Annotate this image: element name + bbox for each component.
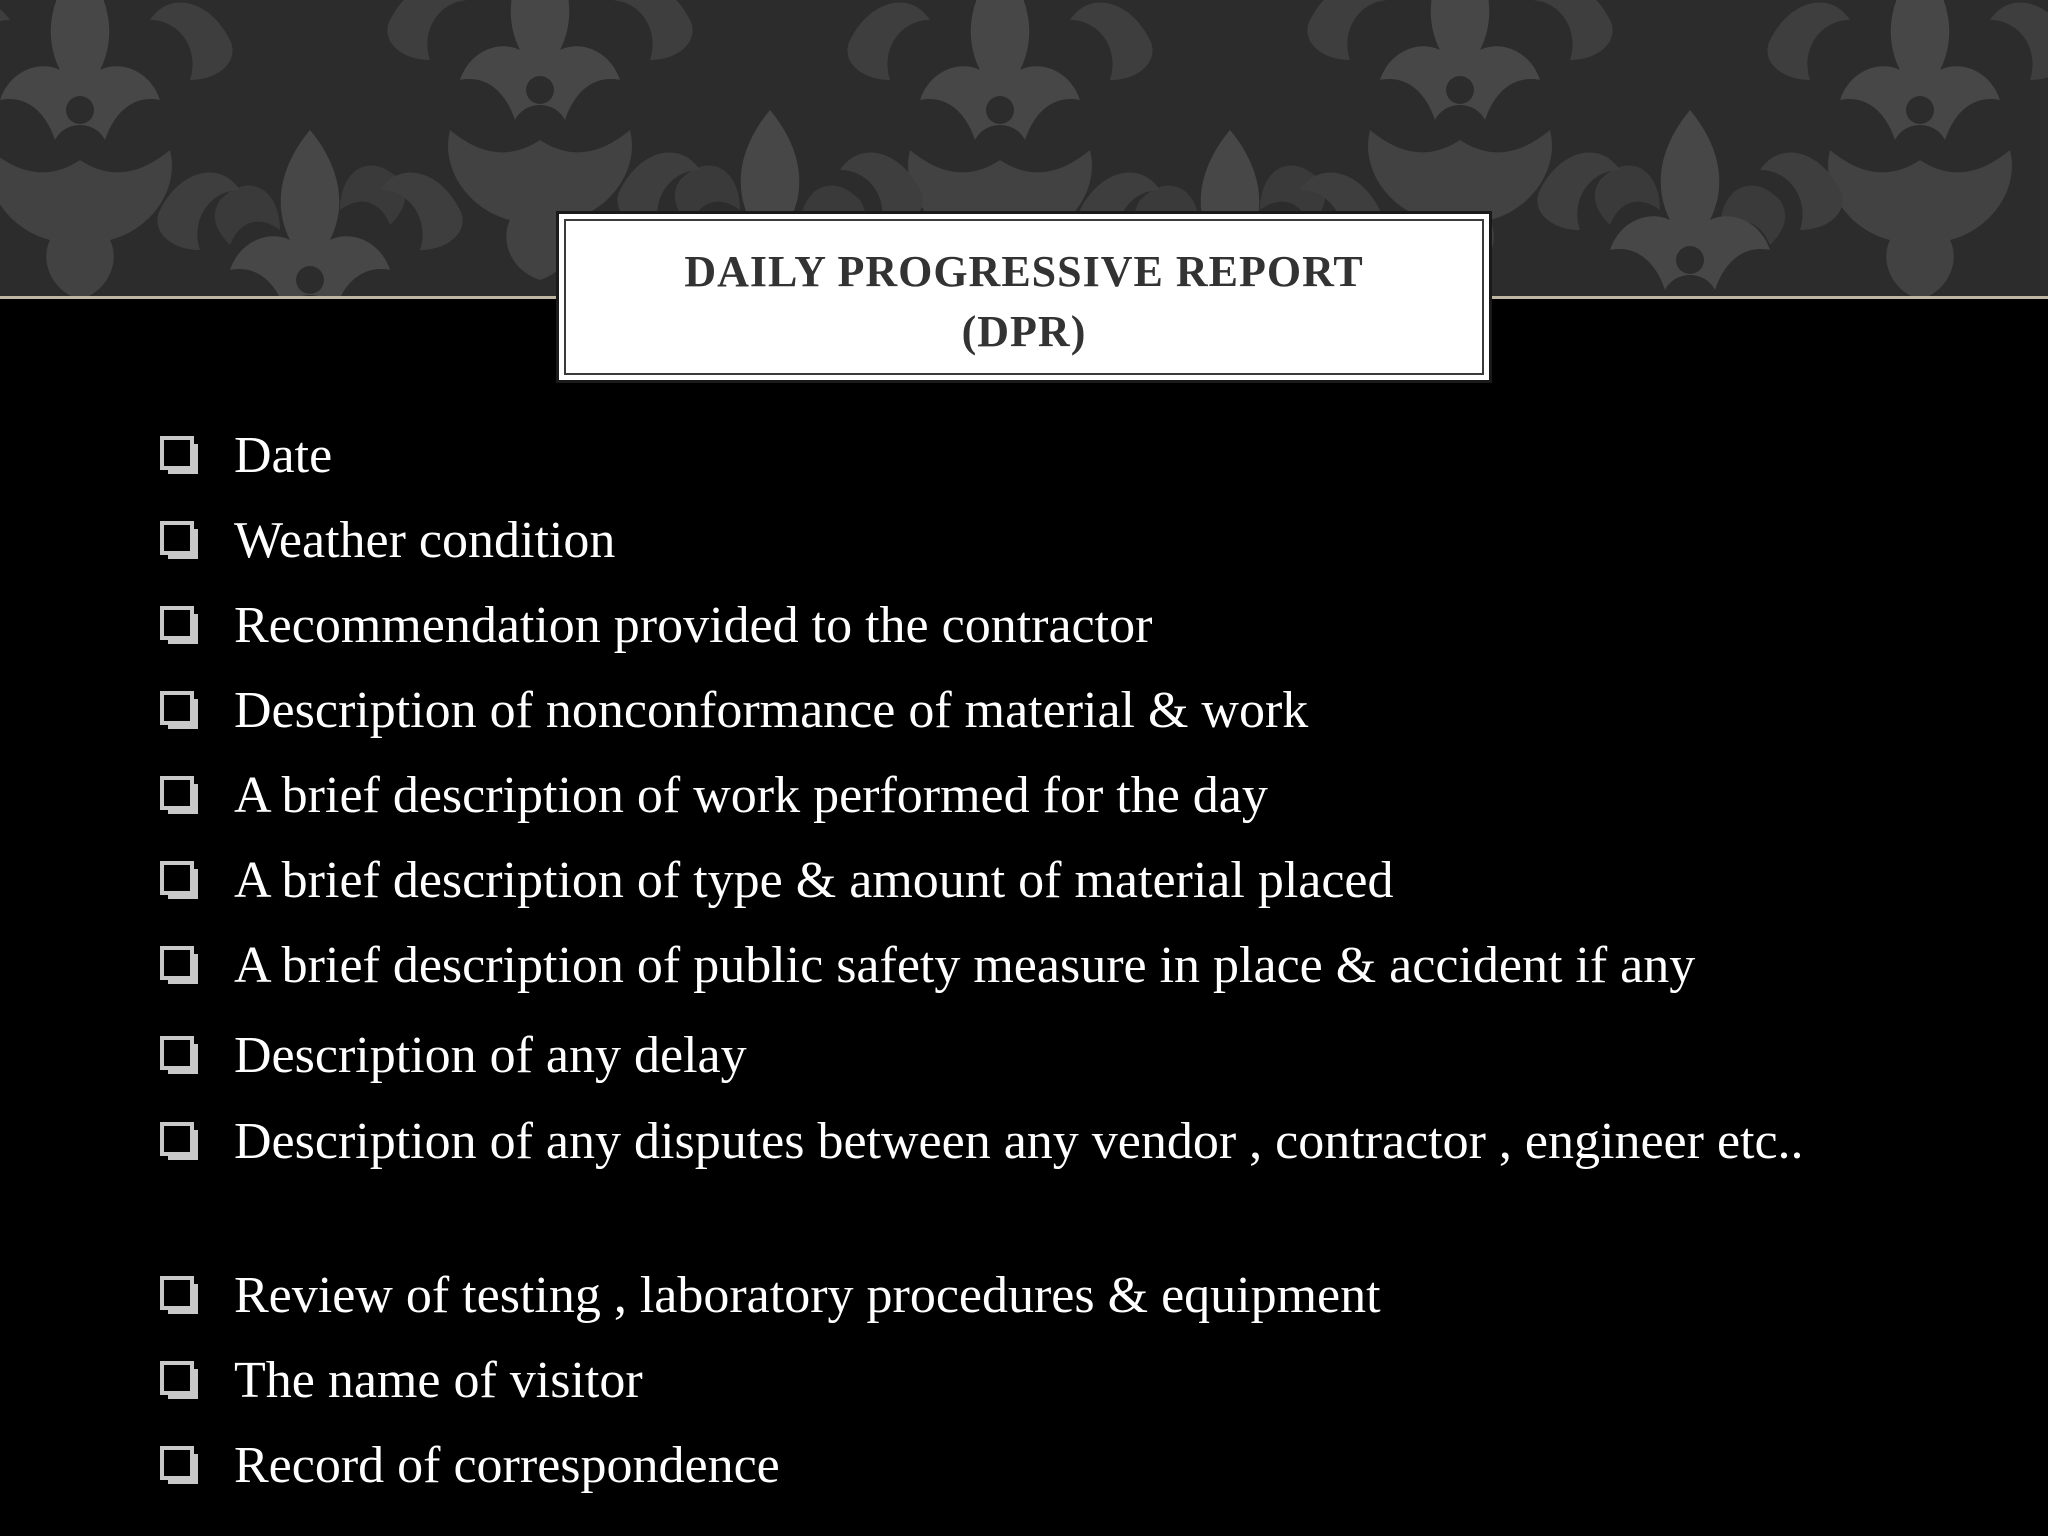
checkbox-square-icon	[160, 1276, 198, 1314]
list-item-text: Date	[234, 427, 333, 484]
checkbox-square-icon	[160, 861, 198, 899]
checkbox-square-icon	[160, 1446, 198, 1484]
slide-title-line1: DAILY PROGRESSIVE REPORT	[684, 247, 1364, 296]
list-item-text: Recommendation provided to the contractor	[234, 597, 1153, 654]
slide-title	[559, 242, 1489, 362]
list-item-text: Description of nonconformance of material & work	[234, 682, 1309, 739]
list-item-text: Review of testing , laboratory procedures & equipment	[234, 1267, 1381, 1324]
list-item-text: Description of any disputes between any vendor , contractor , engineer etc..	[234, 1113, 1804, 1170]
slide-title-line2: (DPR)	[961, 307, 1087, 356]
list-item-text: Record of correspondence	[234, 1437, 780, 1494]
list-item-text: The name of visitor	[234, 1352, 643, 1409]
checkbox-square-icon	[160, 691, 198, 729]
list-item-text: A brief description of work performed for the day	[234, 767, 1268, 824]
list-item-text: Description of any delay	[234, 1027, 747, 1084]
checkbox-square-icon	[160, 1036, 198, 1074]
checkbox-square-icon	[160, 436, 198, 474]
title-box	[556, 211, 1492, 383]
list-item-text: A brief description of type & amount of material placed	[234, 852, 1394, 909]
checkbox-square-icon	[160, 1361, 198, 1399]
checkbox-square-icon	[160, 521, 198, 559]
list-item-text: A brief description of public safety measure in place & accident if any	[234, 937, 1696, 994]
checkbox-square-icon	[160, 606, 198, 644]
list-item-text: Weather condition	[234, 512, 616, 569]
checkbox-square-icon	[160, 946, 198, 984]
checkbox-square-icon	[160, 776, 198, 814]
checkbox-square-icon	[160, 1122, 198, 1160]
